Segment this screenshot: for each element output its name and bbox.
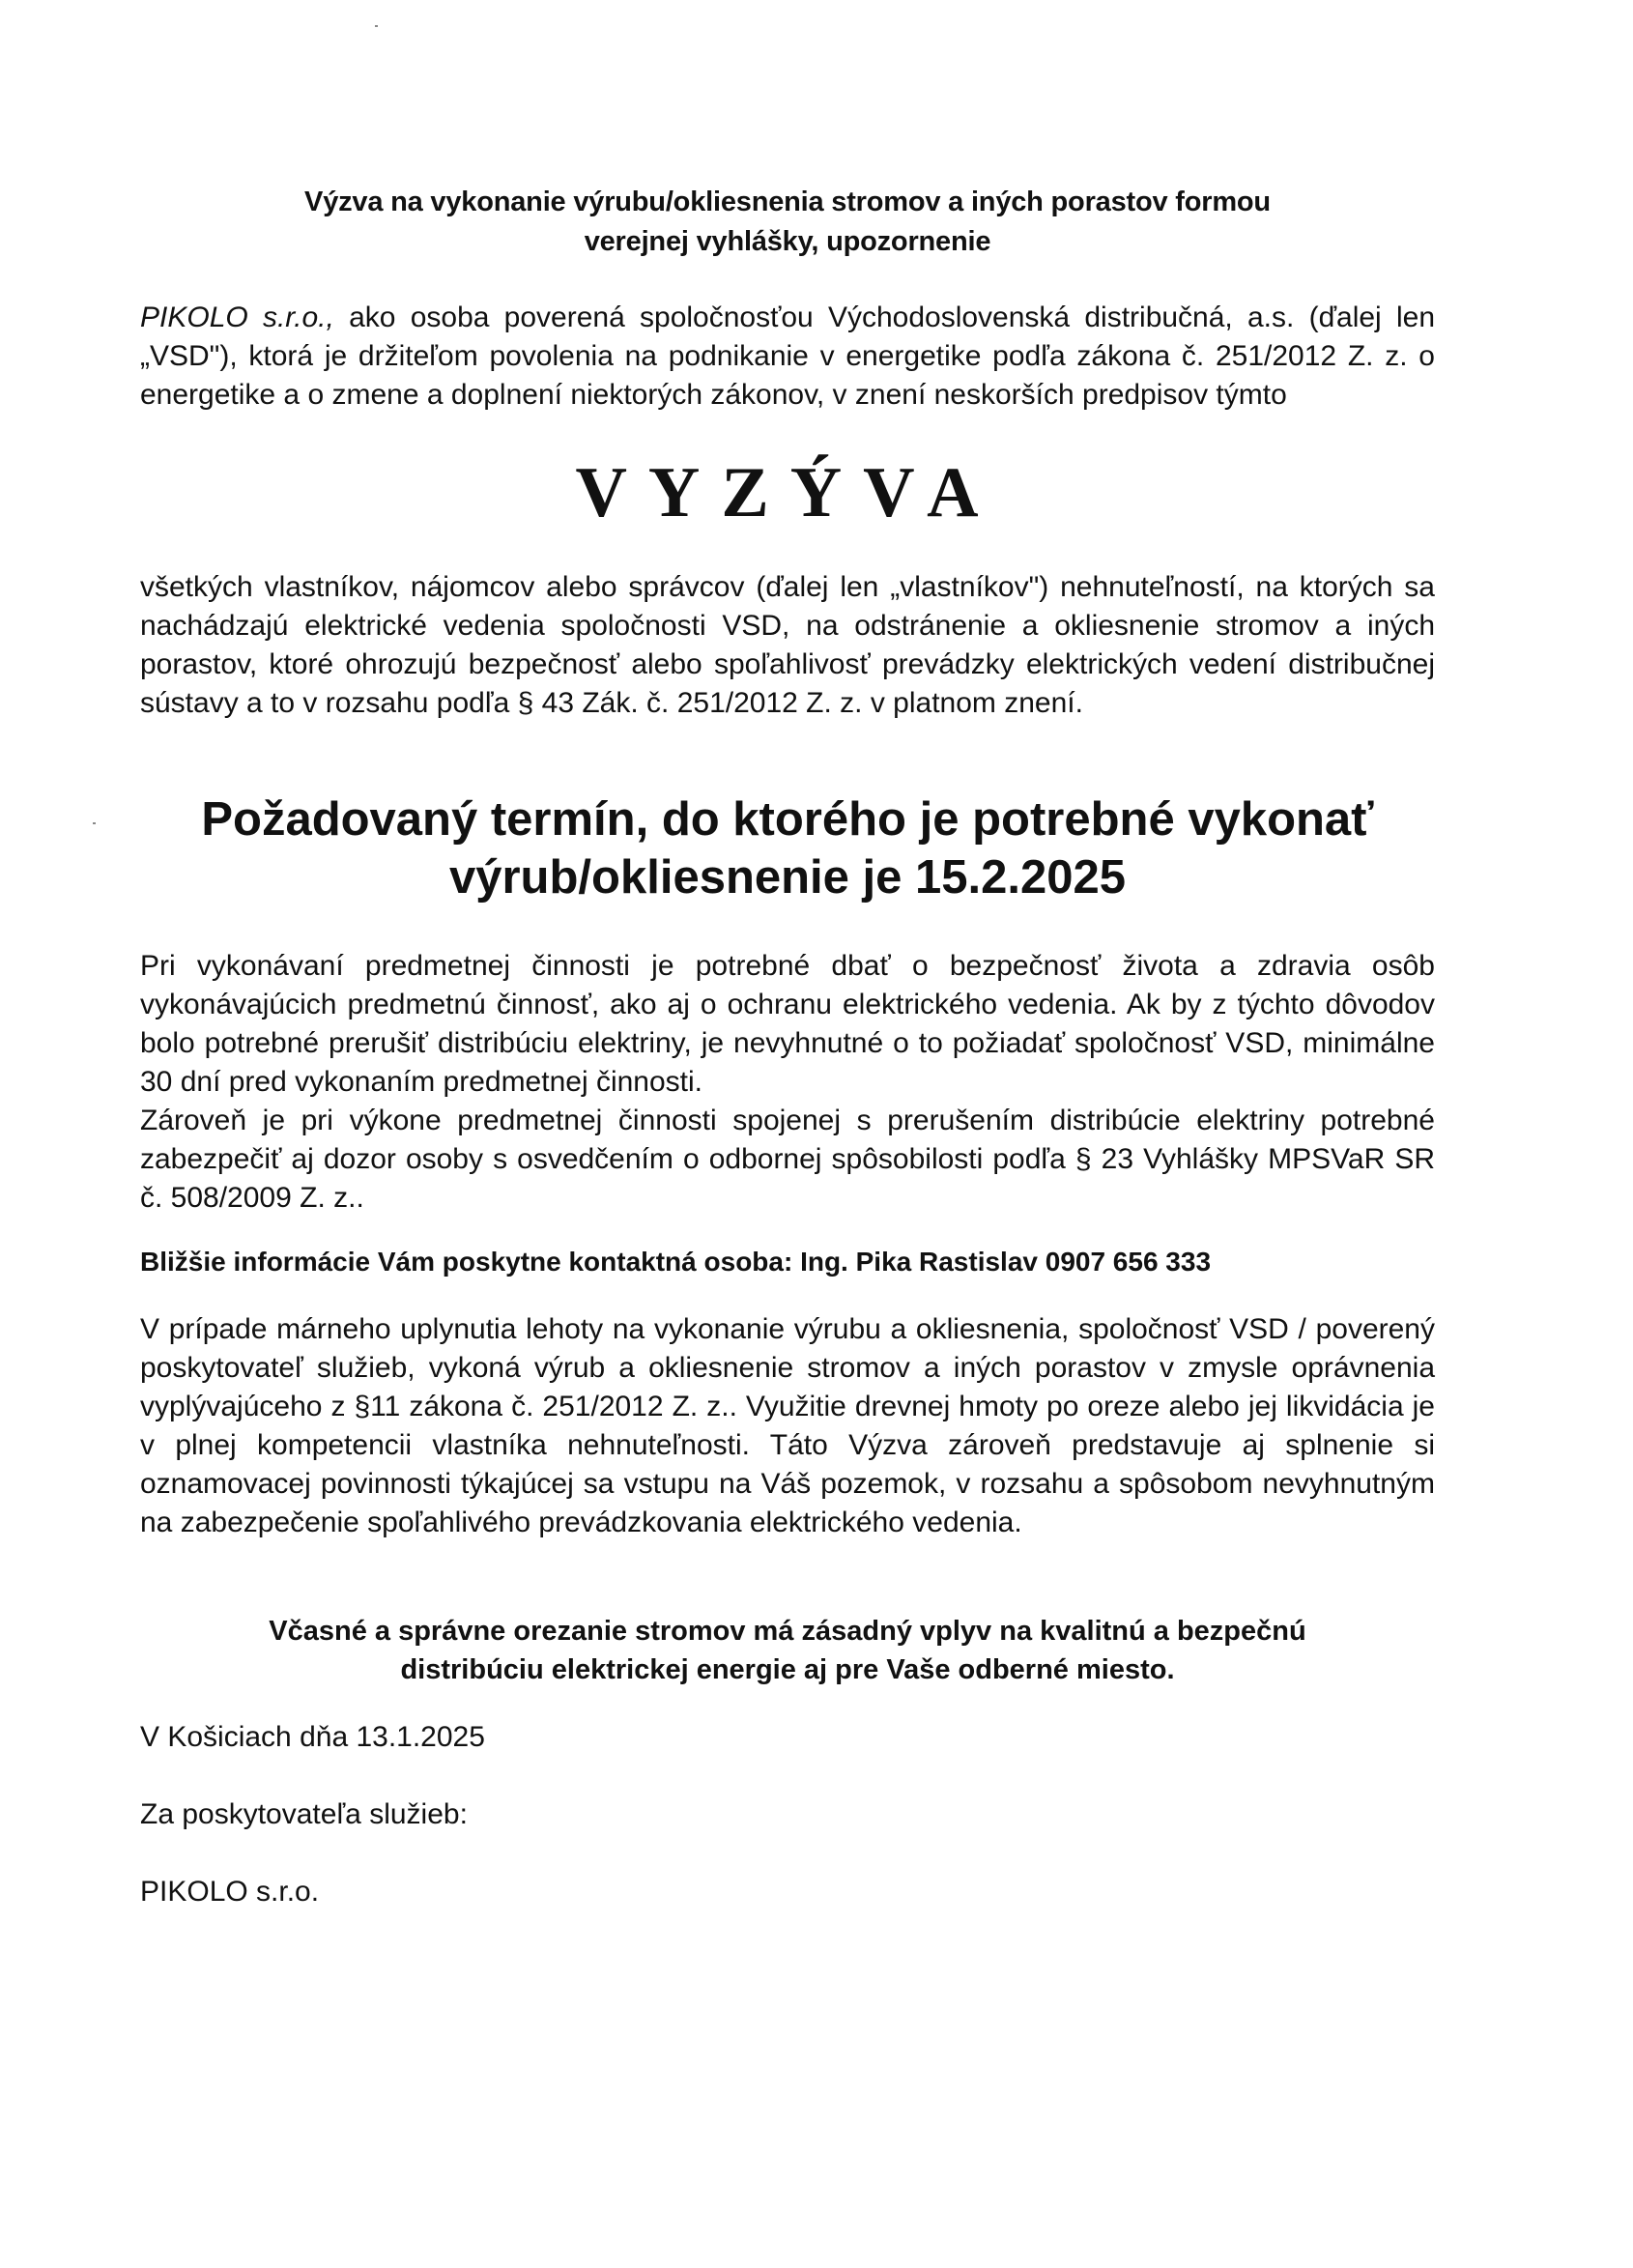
expiry-paragraph: V prípade márneho uplynutia lehoty na vykonanie výrubu a okliesnenia, spoločnosť VSD / poverený poskytovateľ služieb, vykoná výrub a okliesnenie stromov a iných porastov v zmysle oprávnenia vyplývajúceho z §11 zákona č. 251/2012 Z. z.. Využitie drevnej hmoty po oreze alebo jej likvidácia je v plnej kompetencii vlastníka nehnuteľnosti. Táto Výzva zároveň predstavuje aj splnenie si oznamovacej povinnosti týkajúcej sa vstupu na Váš pozemok, v rozsahu a spôsobom nevyhnutným na zabezpečenie spoľahlivého prevádzkovania elektrického vedenia. [140, 1313, 1435, 1538]
safety-paragraph-1: Pri vykonávaní predmetnej činnosti je potrebné dbať o bezpečnosť života a zdravia osôb vykonávajúcich predmetnú činnosť, ako aj o ochranu elektrického vedenia. Ak by z týchto dôvodov bolo potrebné prerušiť distribúciu elektriny, je nevyhnutné o to požiadať spoločnosť VSD, minimálne 30 dní pred vykonaním predmetnej činnosti. [140, 950, 1435, 1098]
signer-label: Za poskytovateľa služieb: [140, 1798, 468, 1830]
intro-text: ako osoba poverená spoločnosťou Východoslovenská distribučná, a.s. (ďalej len „VSD"), ktorá je držiteľom povolenia na podnikanie v energetike podľa zákona č. 251/2012 Z. z. o energetike a o zmene a doplnení niektorých zákonov, v znení neskorších predpisov týmto [140, 301, 1435, 411]
company-name: PIKOLO s.r.o. [140, 1876, 320, 1908]
closing-statement [140, 1612, 1435, 1689]
safety-section [140, 947, 1435, 1218]
place-date: V Košiciach dňa 13.1.2025 [140, 1721, 485, 1753]
intro-paragraph [140, 299, 1435, 415]
deadline-heading [140, 790, 1435, 906]
scan-speck [93, 822, 96, 824]
closing-line-1: Včasné a správne orezanie stromov má zásadný vplyv na kvalitnú a bezpečnú [269, 1616, 1306, 1647]
safety-paragraph-2: Zároveň je pri výkone predmetnej činnosti spojenej s prerušením distribúcie elektriny potrebné zabezpečiť aj dozor osoby s osvedčením o odbornej spôsobilosti podľa § 23 Vyhlášky MPSVaR SR č. 508/2009 Z. z.. [140, 1105, 1435, 1214]
document-title [140, 183, 1435, 262]
title-line-2: verejnej vyhlášky, upozornenie [584, 226, 991, 257]
owners-paragraph: všetkých vlastníkov, nájomcov alebo správcov (ďalej len „vlastníkov") nehnuteľností, na ktorých sa nachádzajú elektrické vedenia spoločnosti VSD, na odstránenie a okliesnenie stromov a iných porastov, ktoré ohrozujú bezpečnosť alebo spoľahlivosť prevádzky elektrických vedení distribučnej sústavy a to v rozsahu podľa § 43 Zák. č. 251/2012 Z. z. v platnom znení. [140, 571, 1435, 719]
title-line-1: Výzva na vykonanie výrubu/okliesnenia stromov a iných porastov formou [304, 187, 1271, 217]
intro-company: PIKOLO s.r.o., [140, 301, 334, 333]
deadline-line-1: Požadovaný termín, do ktorého je potrebné vykonať [201, 793, 1374, 846]
closing-line-2: distribúciu elektrickej energie aj pre Vaše odberné miesto. [400, 1654, 1175, 1685]
contact-line: Bližšie informácie Vám poskytne kontaktná osoba: Ing. Pika Rastislav 0907 656 333 [140, 1247, 1212, 1277]
deadline-line-2: výrub/okliesnenie je 15.2.2025 [448, 851, 1127, 904]
call-heading: VYZÝVA [575, 453, 1000, 532]
scan-speck [375, 25, 378, 27]
